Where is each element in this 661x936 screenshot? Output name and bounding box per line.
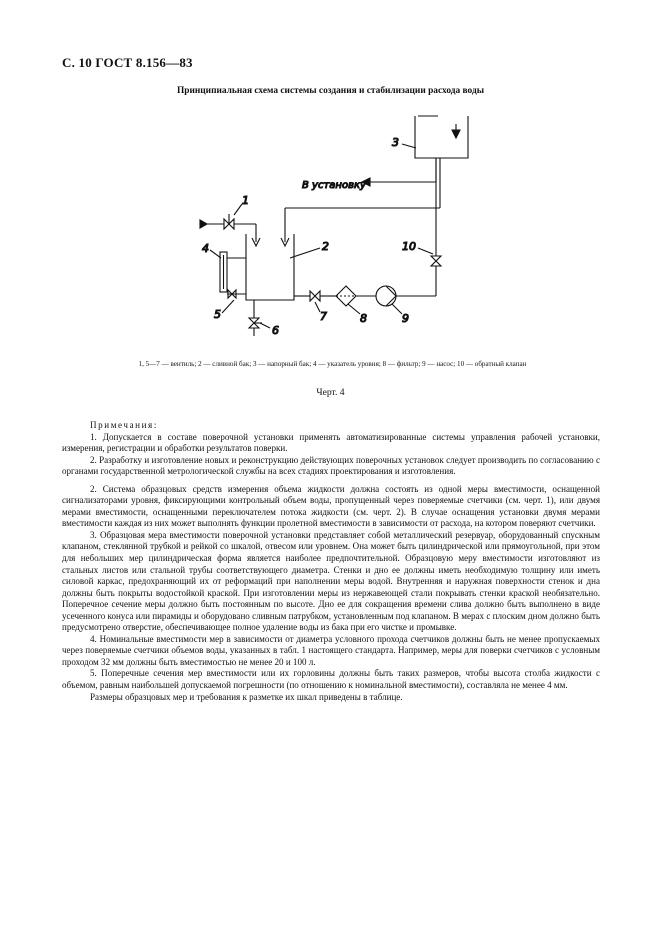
callout-2: 2 xyxy=(322,240,329,253)
flow-label: В установку xyxy=(302,180,366,191)
body-text xyxy=(62,420,600,703)
paragraph-5: 5. Поперечные сечения мер вместимости или их горловины должны быть таких размеров, чтобы высота столба жидкости с объемом, равным наибольшей допускаемой погрешности (по отношению к номинальной вместимости), составляла не менее 4 мм. xyxy=(62,668,600,691)
drain-valve xyxy=(249,300,262,336)
callout-1: 1 xyxy=(242,194,249,207)
inlet-valve xyxy=(200,214,260,246)
callout-4: 4 xyxy=(202,242,209,255)
callout-6: 6 xyxy=(272,324,279,337)
paragraph-table-ref: Размеры образцовых мер и требования к разметке их шкал приведены в таблице. xyxy=(90,691,403,702)
scheme-diagram xyxy=(190,108,490,348)
callout-7: 7 xyxy=(320,310,327,323)
drain-tank xyxy=(246,234,294,300)
level-gauge xyxy=(220,252,246,298)
figure-title: Принципиальная схема системы создания и стабилизации расхода воды xyxy=(176,86,485,96)
callout-3: 3 xyxy=(392,136,399,149)
pressure-tank xyxy=(415,116,468,158)
note-1: 1. Допускается в составе поверочной установки применять автоматизированные системы управления рабочей установки, измерения, регистрации и обработки результатов поверки. xyxy=(62,431,600,454)
paragraph-3: 3. Образцовая мера вместимости поверочной установки представляет собой металлический резервуар, оборудованный спускным клапаном, стеклянной трубкой и рейкой со шкалой, отвесом или уровнем. Она может быть цилиндрической или прямоугольной, при этом для небольших мер цилиндрическая форма является наиболее предпочтительной. Образцовую меру вместимости изготовляют из стальных листов или стальной трубы соответствующего диаметра. Стенки и дно ее должны иметь необходимую толщину или иметь силовой каркас, предохраняющий их от реформаций при наполнении меры водой. Внутренняя и наружная поверхности стенок и дна должны быть покрыты водостойкой краской. При изготовлении меры из нержавеющей стали покрывать стенки краской необязательно. Поперечное сечение меры должно быть постоянным по высоте. Дно ее для сокращения времени слива должно быть выполнено в виде усеченного конуса или пирамиды и оборудовано сливным патрубком, установленным под клапаном. В мерах с плоским дном должно быть предусмотрено отверстие, обеспечивающее полное удаление воды из бака при его чистке и промывке. xyxy=(62,529,600,633)
callout-8: 8 xyxy=(360,312,367,325)
callout-5: 5 xyxy=(214,308,221,321)
paragraph-2: 2. Система образцовых средств измерения объема жидкости должна состоять из одной меры вместимости, оснащенной сигнализаторами уровня, фиксирующими контрольный объем воды, пропущенный через поверяемые счетчики (см. черт. 1), или двумя мерами вместимости, оснащенными переключателем потока жидкости (см. черт. 2). В случае оснащения установки двумя мерами вместимости каждая из них может выполнять функции пролетной вместимости в зависимости от расхода, на котором поверяют счетчики. xyxy=(62,483,600,529)
notes-title: Примечания: xyxy=(90,420,158,430)
note-2: 2. Разработку и изготовление новых и реконструкцию действующих поверочных установок следует производить по согласованию с органами государственной метрологической службы на всех стадиях проектирования и изготовления. xyxy=(62,454,600,477)
paragraph-4: 4. Номинальные вместимости мер в зависимости от диаметра условного прохода счетчиков должны быть не менее пропускаемых через поверяемые счетчики объемов воды, указанных в табл. 1 настоящего стандарта. Например, меры для поверки счетчиков с условным проходом 32 мм должны быть вместимостью не менее 20 и 100 л. xyxy=(62,633,600,667)
figure-caption: Черт. 4 xyxy=(316,387,345,398)
callout-9: 9 xyxy=(402,312,409,325)
page-header: С. 10 ГОСТ 8.156—83 xyxy=(62,55,193,70)
callout-10: 10 xyxy=(402,240,416,253)
flow-to-installation-line xyxy=(281,158,440,246)
figure-legend: 1, 5—7 — вентиль; 2 — сливной бак; 3 — напорный бак; 4 — указатель уровня; 8 — фильтр; 9 — насос; 10 — обратный клапан xyxy=(138,360,527,368)
